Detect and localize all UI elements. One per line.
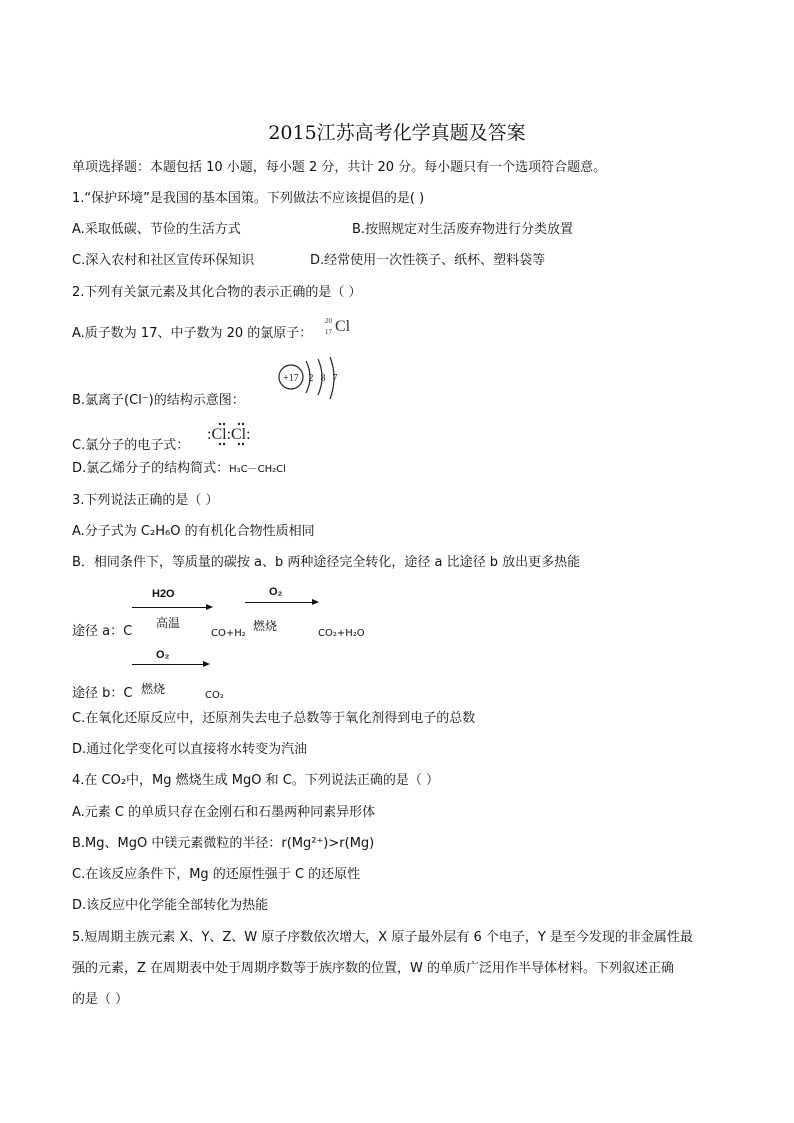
question-1-option-b: B.按照规定对生活废弃物进行分类放置: [352, 222, 574, 237]
question-1-option-d: D.经常使用一次性筷子、纸杯、塑料袋等: [310, 253, 546, 268]
question-2-stem: 2.下列有关氯元素及其化合物的表示正确的是（ ）: [72, 285, 362, 300]
question-1-option-a: A.采取低碳、节俭的生活方式: [72, 222, 241, 237]
svg-text:7: 7: [332, 373, 338, 384]
path-a-product: CO₂+H₂O: [318, 628, 365, 639]
question-5-stem-line-1: 5.短周期主族元素 X、Y、Z、W 原子序数依次增大，X 原子最外层有 6 个电子，Y 是至今发现的非金属性最: [72, 930, 693, 945]
question-1-option-c: C.深入农村和社区宣传环保知识: [72, 253, 255, 268]
question-5-stem-line-2: 强的元素，Z 在周期表中处于周期序数等于族序数的位置，W 的单质广泛用作半导体材料。下列叙述正确: [72, 961, 675, 976]
path-b-product: CO₂: [205, 690, 224, 701]
path-a-arrow1-condition: 高温: [156, 616, 181, 630]
chloride-ion-structure-diagram: [276, 355, 356, 403]
question-3-option-d: D.通过化学变化可以直接将水转变为汽油: [72, 742, 308, 757]
question-2-option-a: A.质子数为 17、中子数为 20 的氯原子：: [72, 326, 313, 341]
question-3-option-c: C.在氧化还原反应中，还原剂失去电子总数等于氧化剂得到电子的总数: [72, 711, 476, 726]
path-b-arrow: [132, 664, 204, 665]
option-d-text: D.氯乙烯分子的结构简式：: [72, 461, 230, 476]
question-2-option-b: B.氯离子(Cl⁻)的结构示意图：: [72, 393, 245, 408]
path-b-arrow-condition: 燃烧: [141, 682, 166, 696]
svg-text:8: 8: [320, 373, 326, 384]
question-3-stem: 3.下列说法正确的是（ ）: [72, 493, 219, 508]
question-3-option-a: A.分子式为 C₂H₆O 的有机化合物性质相同: [72, 524, 315, 539]
question-4-option-a: A.元素 C 的单质只存在金刚石和石墨两种同素异形体: [72, 805, 376, 820]
path-b-arrow-reagent: O₂: [156, 649, 170, 661]
nucleus-label: +17: [283, 373, 299, 384]
question-2-option-d: [72, 461, 286, 478]
path-a-arrow2: [245, 602, 313, 603]
section-intro: 单项选择题：本题包括 10 小题，每小题 2 分，共计 20 分。每小题只有一个选项符合题意。: [72, 160, 607, 175]
page-title: 2015江苏高考化学真题及答案: [268, 122, 526, 144]
arrow-head-icon: [203, 661, 210, 667]
question-4-stem: 4.在 CO₂中，Mg 燃烧生成 MgO 和 C。下列说法正确的是（ ）: [72, 773, 439, 788]
arrow-head-icon: [312, 599, 319, 605]
path-a-arrow2-reagent: O₂: [269, 586, 283, 598]
atomic-number: 17: [325, 328, 332, 336]
vinyl-chloride-formula: H₃C－CH₂Cl: [229, 464, 286, 475]
question-5-stem-line-3: 的是（ ）: [72, 992, 129, 1007]
question-1-stem: 1.“保护环境”是我国的基本国策。下列做法不应该提倡的是( ): [72, 191, 425, 206]
path-a-intermediate: CO+H₂: [211, 628, 246, 639]
path-a-arrow2-condition: 燃烧: [253, 619, 278, 633]
question-2-option-c: C.氯分子的电子式：: [72, 438, 190, 453]
path-a-arrow1-reagent: H2O: [152, 588, 175, 600]
mass-number: 20: [325, 317, 332, 325]
svg-text::Cl:Cl:: :Cl:Cl:: [207, 426, 251, 443]
question-4-option-b: B.Mg、MgO 中镁元素微粒的半径：r(Mg²⁺)>r(Mg): [72, 836, 375, 851]
question-4-option-d: D.该反应中化学能全部转化为热能: [72, 898, 269, 913]
chlorine-lewis-structure: [205, 420, 265, 450]
path-a-label: 途径 a：C: [72, 624, 133, 639]
path-a-arrow1: [132, 607, 207, 608]
element-symbol: Cl: [335, 318, 351, 335]
svg-text:2: 2: [308, 373, 314, 384]
path-b-label: 途径 b：C: [72, 686, 133, 701]
arrow-head-icon: [206, 604, 213, 610]
question-3-option-b: B．相同条件下，等质量的碳按 a、b 两种途径完全转化，途径 a 比途径 b 放出更多热能: [72, 555, 581, 570]
question-4-option-c: C.在该反应条件下，Mg 的还原性强于 C 的还原性: [72, 867, 361, 882]
